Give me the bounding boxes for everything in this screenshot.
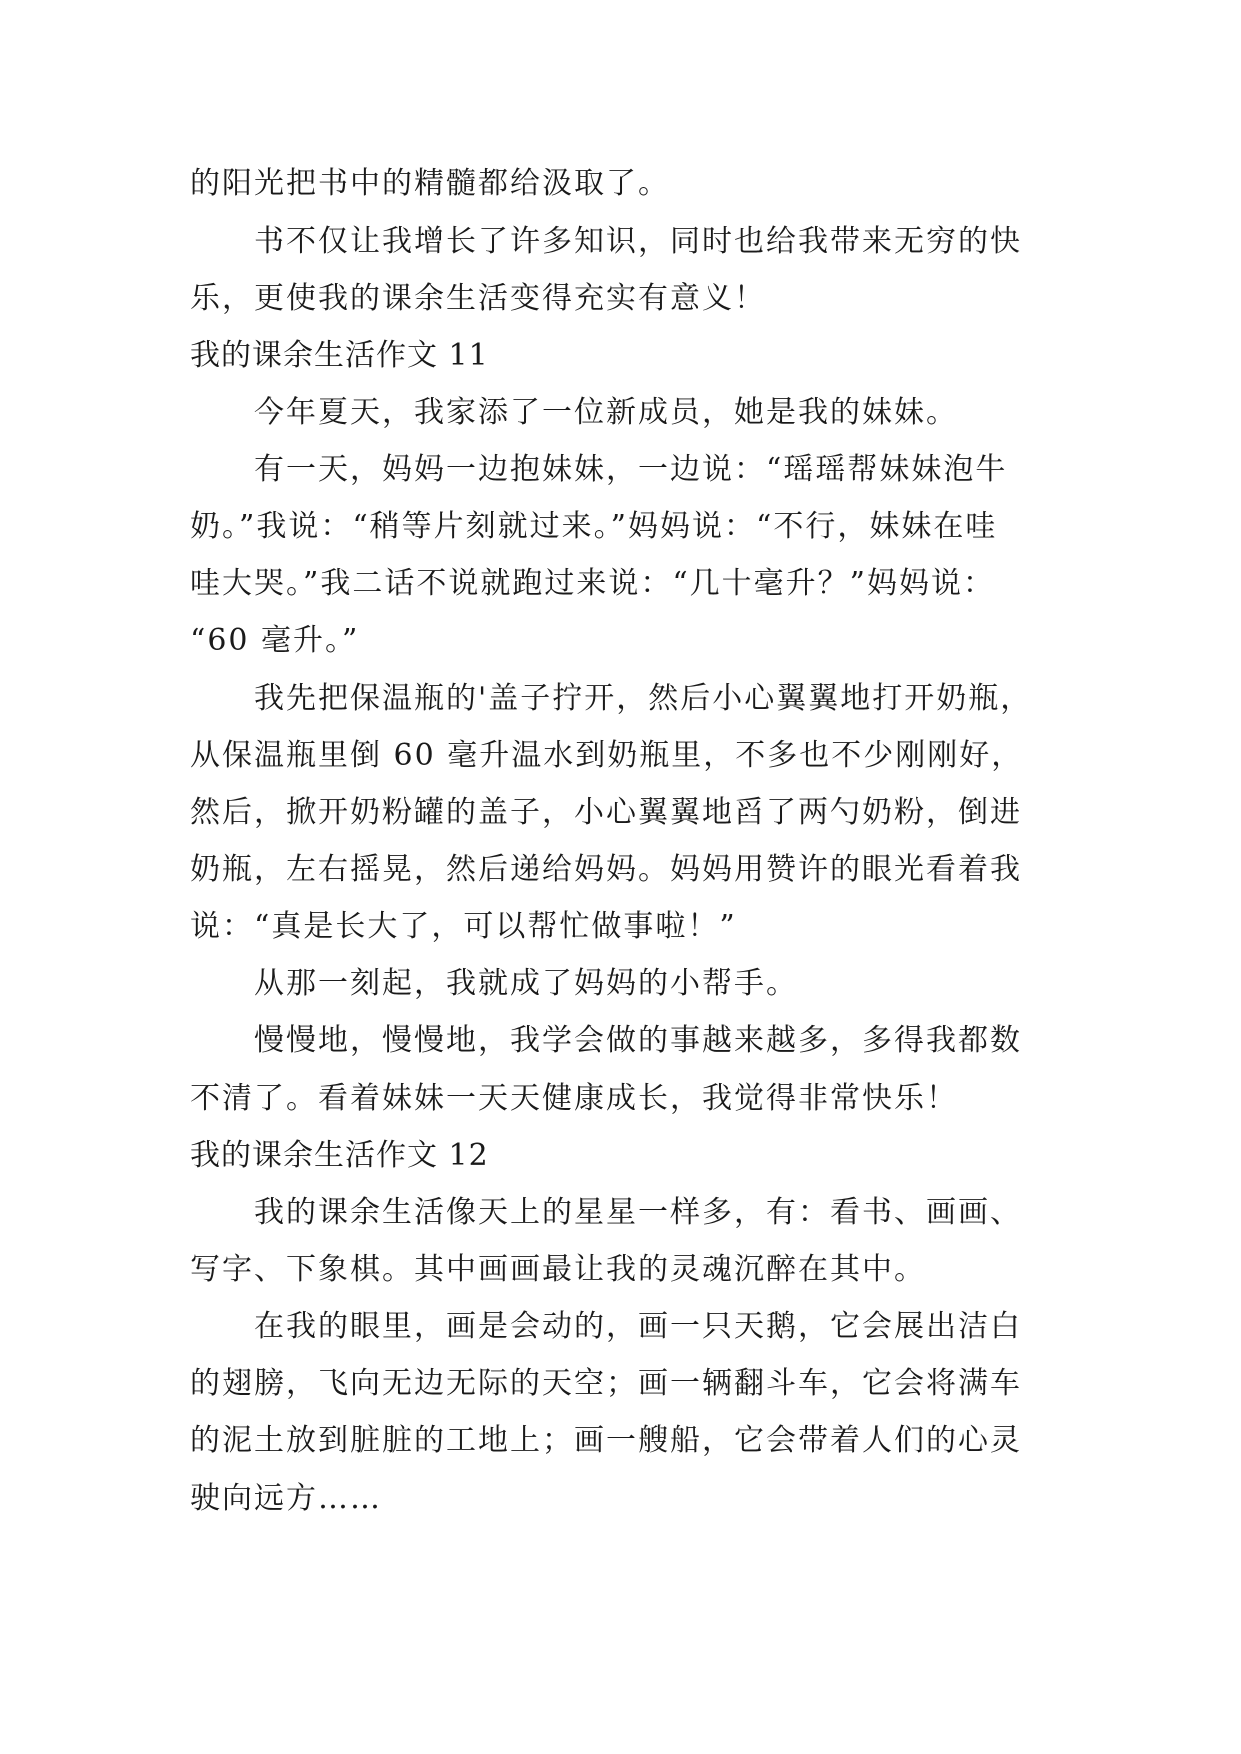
paragraph-first-line: 慢慢地，慢慢地，我学会做的事越来越多，多得我都数 [254, 1023, 1022, 1058]
text-line: 说：“真是长大了，可以帮忙做事啦！” [190, 909, 737, 944]
text-line: 奶。”我说：“稍等片刻就过来。”妈妈说：“不行，妹妹在哇 [190, 509, 998, 544]
text-line: 的翅膀，飞向无边无际的天空；画一辆翻斗车，它会将满车 [190, 1366, 1022, 1401]
paragraph-first-line: 我的课余生活像天上的星星一样多，有：看书、画画、 [254, 1195, 1022, 1230]
text-line: “60 毫升。” [190, 623, 360, 658]
text-line: 不清了。看着妹妹一天天健康成长，我觉得非常快乐！ [190, 1081, 958, 1116]
text-line: 的阳光把书中的精髓都给汲取了。 [190, 166, 670, 201]
text-line: 哇大哭。”我二话不说就跑过来说：“几十毫升？”妈妈说： [190, 566, 996, 601]
paragraph-first-line: 书不仅让我增长了许多知识，同时也给我带来无穷的快 [254, 224, 1022, 259]
paragraph-first-line: 有一天，妈妈一边抱妹妹，一边说：“瑶瑶帮妹妹泡牛 [254, 452, 1008, 487]
section-heading: 我的课余生活作文 12 [190, 1138, 489, 1173]
paragraph-first-line: 我先把保温瓶的'盖子拧开，然后小心翼翼地打开奶瓶， [254, 681, 1033, 716]
text-line: 从保温瓶里倒 60 毫升温水到奶瓶里，不多也不少刚刚好， [190, 738, 1024, 773]
paragraph-first-line: 今年夏天，我家添了一位新成员，她是我的妹妹。 [254, 395, 958, 430]
paragraph-first-line: 从那一刻起，我就成了妈妈的小帮手。 [254, 966, 798, 1001]
text-line: 然后，掀开奶粉罐的盖子，小心翼翼地舀了两勺奶粉，倒进 [190, 795, 1022, 830]
paragraph-first-line: 在我的眼里，画是会动的，画一只天鹅，它会展出洁白 [254, 1309, 1022, 1344]
section-heading: 我的课余生活作文 11 [190, 338, 489, 373]
text-line: 驶向远方…… [190, 1481, 382, 1516]
text-line: 奶瓶，左右摇晃，然后递给妈妈。妈妈用赞许的眼光看着我 [190, 852, 1022, 887]
text-line: 的泥土放到脏脏的工地上；画一艘船，它会带着人们的心灵 [190, 1423, 1022, 1458]
text-line: 写字、下象棋。其中画画最让我的灵魂沉醉在其中。 [190, 1252, 926, 1287]
text-line: 乐，更使我的课余生活变得充实有意义！ [190, 281, 766, 316]
